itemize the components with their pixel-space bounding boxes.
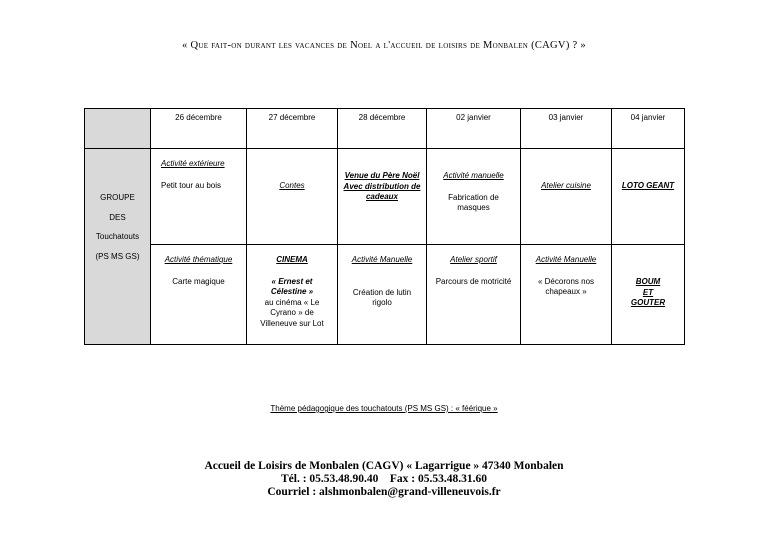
activity-text: rigolo bbox=[372, 298, 392, 307]
day-header: 04 janvier bbox=[612, 109, 685, 149]
activity-label: Activité extérieure bbox=[161, 159, 225, 168]
day-header: 02 janvier bbox=[427, 109, 521, 149]
page-title: « Que fait-on durant les vacances de Noel a l'accueil de loisirs de Monbalen (CAGV) ? » bbox=[182, 40, 586, 51]
activity-cell bbox=[427, 245, 521, 345]
header-row bbox=[85, 109, 685, 149]
activity-label: Activité manuelle bbox=[443, 171, 504, 180]
activity-cell bbox=[612, 149, 685, 245]
activity-text: masques bbox=[457, 203, 490, 212]
day-header: 26 décembre bbox=[151, 109, 247, 149]
activity-label: Activité thématique bbox=[164, 255, 233, 264]
activity-label: CINEMA bbox=[276, 255, 308, 264]
activity-label: ET bbox=[642, 287, 654, 297]
activity-text: Célestine » bbox=[270, 287, 314, 296]
activity-text: Petit tour au bois bbox=[161, 180, 222, 190]
activity-text: Cyrano » de bbox=[270, 308, 314, 317]
group-line: (PS MS GS) bbox=[95, 251, 140, 261]
day-header: 28 décembre bbox=[338, 109, 427, 149]
activity-label: Atelier cuisine bbox=[541, 181, 591, 190]
group-line: DES bbox=[109, 212, 126, 222]
day-header: 27 décembre bbox=[247, 109, 338, 149]
group-line: GROUPE bbox=[100, 193, 135, 202]
group-cell bbox=[85, 149, 151, 345]
activity-cell bbox=[338, 149, 427, 245]
activity-label: Activité Manuelle bbox=[351, 255, 413, 264]
phone-fax-line: Tél. : 05.53.48.90.40 Fax : 05.53.48.31.60 bbox=[280, 473, 488, 485]
activity-label: Contes bbox=[279, 181, 305, 190]
activity-text: « Ernest et bbox=[271, 276, 313, 286]
activity-cell bbox=[521, 245, 612, 345]
email-line: Courriel : alshmonbalen@grand-villeneuvois.fr bbox=[267, 486, 501, 498]
activity-row-2 bbox=[85, 245, 685, 345]
contact-footer bbox=[0, 460, 768, 499]
activity-text: Parcours de motricité bbox=[435, 276, 512, 286]
activity-label: GOUTER bbox=[630, 298, 666, 307]
corner-cell bbox=[85, 109, 151, 149]
group-line: Touchatouts bbox=[95, 232, 140, 241]
activity-cell bbox=[427, 149, 521, 245]
activity-text: Carte magique bbox=[172, 276, 225, 286]
activity-text: Villeneuve sur Lot bbox=[260, 318, 324, 328]
activity-row-1 bbox=[85, 149, 685, 245]
pedagogical-theme: Thème pédagogique des touchatouts (PS MS GS) : « féérique » bbox=[270, 404, 498, 413]
activity-text: au cinéma « Le bbox=[264, 297, 320, 307]
activity-label: Venue du Père Noël bbox=[344, 171, 420, 180]
activity-cell bbox=[247, 149, 338, 245]
activity-label: cadeaux bbox=[365, 192, 399, 201]
day-header: 03 janvier bbox=[521, 109, 612, 149]
activity-text: Création de lutin bbox=[352, 287, 412, 297]
activity-label: Atelier sportif bbox=[450, 255, 497, 264]
activity-text: « Décorons nos bbox=[537, 276, 595, 286]
activity-text: Fabrication de bbox=[448, 192, 499, 202]
activity-schedule-table bbox=[84, 108, 685, 345]
address-line: Accueil de Loisirs de Monbalen (CAGV) « Lagarrigue » 47340 Monbalen bbox=[204, 460, 564, 472]
activity-cell bbox=[521, 149, 612, 245]
activity-cell bbox=[247, 245, 338, 345]
activity-text: chapeaux » bbox=[545, 287, 587, 296]
activity-label: BOUM bbox=[635, 277, 661, 286]
activity-cell bbox=[151, 149, 247, 245]
activity-cell bbox=[338, 245, 427, 345]
activity-label: LOTO GEANT bbox=[621, 181, 675, 190]
activity-label: Avec distribution de bbox=[343, 181, 421, 191]
activity-cell bbox=[612, 245, 685, 345]
activity-cell bbox=[151, 245, 247, 345]
activity-label: Activité Manuelle bbox=[535, 255, 597, 264]
